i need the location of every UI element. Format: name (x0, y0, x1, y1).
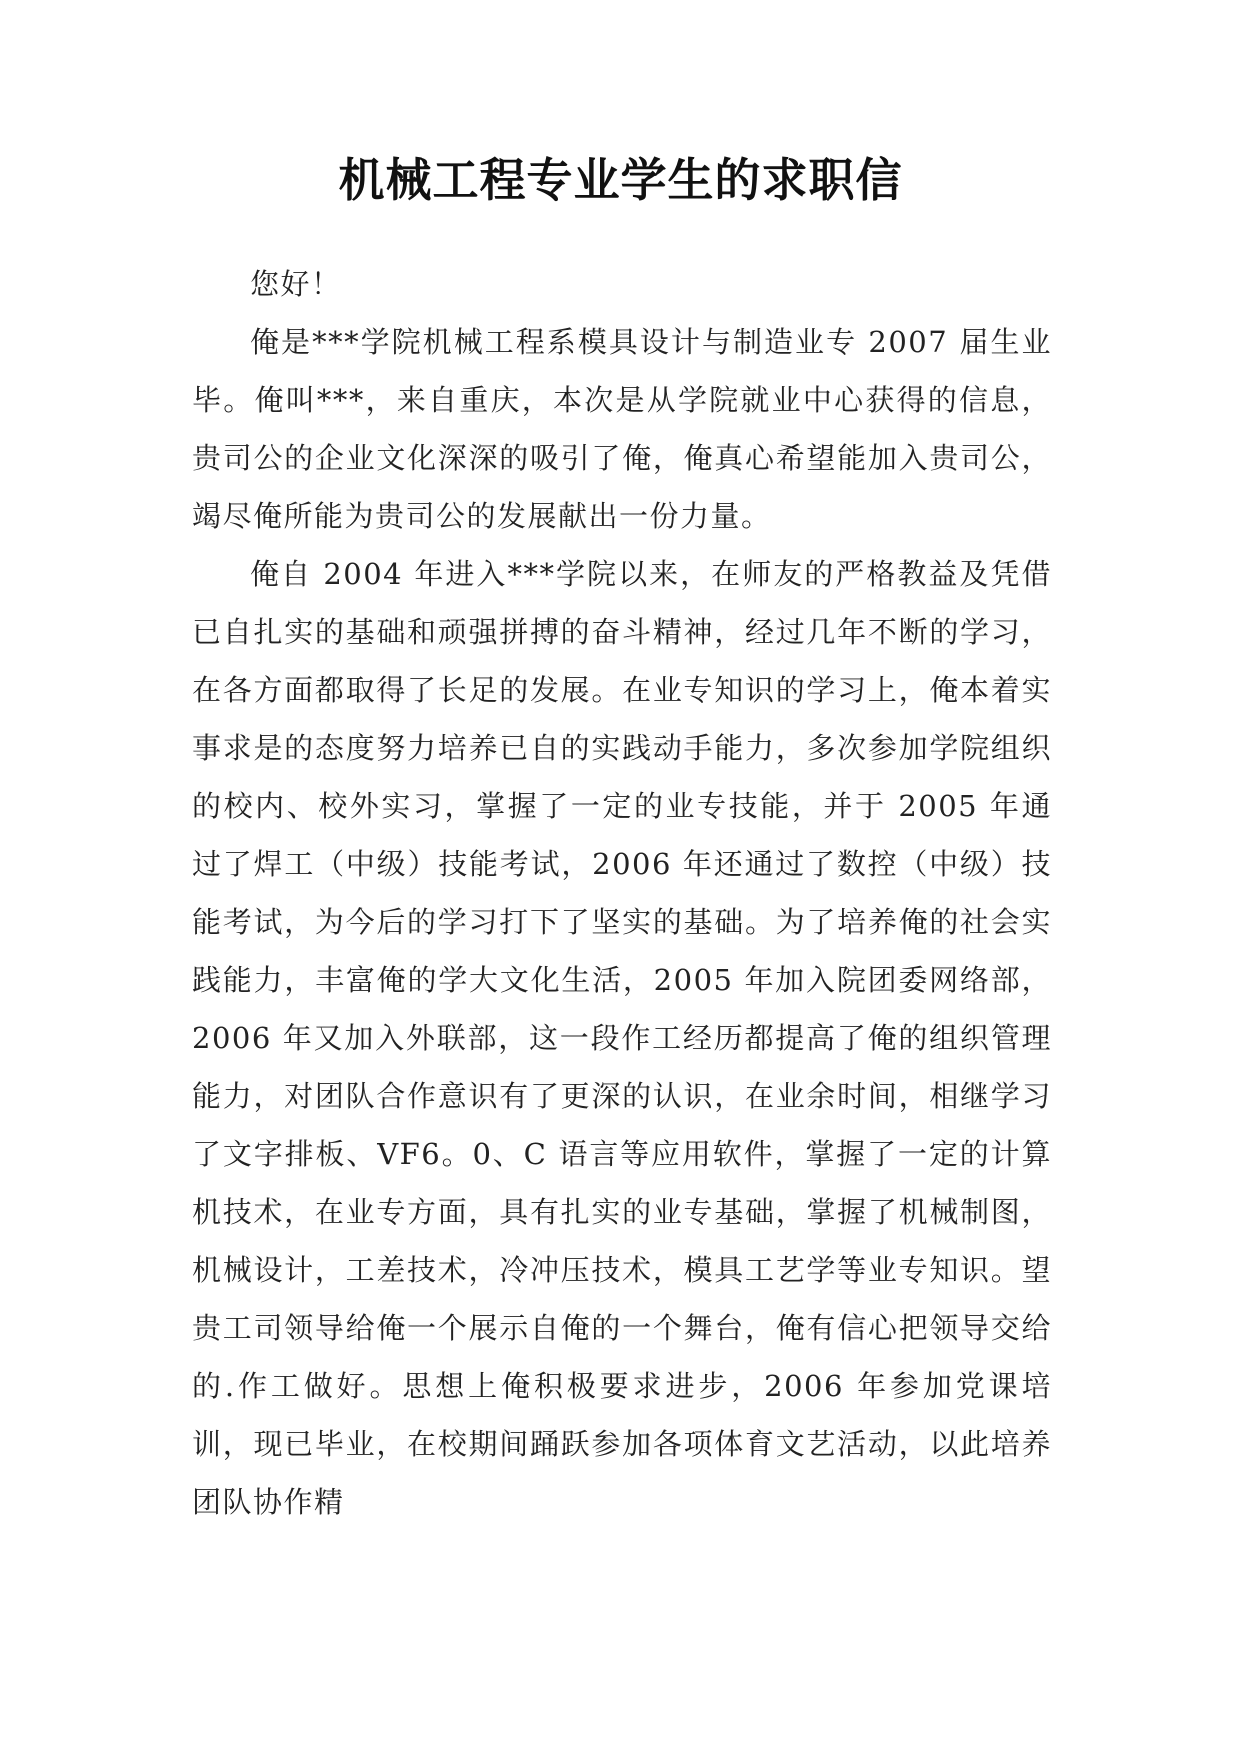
document-title: 机械工程专业学生的求职信 (338, 153, 903, 207)
paragraph-experience: 俺自 2004 年进入***学院以来，在师友的严格教益及凭借已自扎实的基础和顽强拼搏的奋斗精神，经过几年不断的学习，在各方面都取得了长足的发展。在业专知识的学习上，俺本着实事求是的态度努力培养已自的实践动手能力，多次参加学院组织的校内、校外实习，掌握了一定的业专技能，并于 2005 年通过了焊工（中级）技能考试，2006 年还通过了数控（中级）技能考试，为今后的学习打下了坚实的基础。为了培养俺的社会实践能力，丰富俺的学大文化生活，2005 年加入院团委网络部，2006 年又加入外联部，这一段作工经历都提高了俺的组织管理能力，对团队合作意识有了更深的认识，在业余时间，相继学习了文字排板、VF6。0、C 语言等应用软件，掌握了一定的计算机技术，在业专方面，具有扎实的业专基础，掌握了机械制图，机械设计，工差技术，冷冲压技术，模具工艺学等业专知识。望贵工司领导给俺一个展示自俺的一个舞台，俺有信心把领导交给的.作工做好。思想上俺积极要求进步，2006 年参加党课培训，现已毕业，在校期间踊跃参加各项体育文艺活动，以此培养团队协作精 (192, 557, 1052, 1519)
greeting: 您好！ (250, 267, 342, 301)
letter-body (192, 255, 1052, 1531)
paragraph-introduction: 俺是***学院机械工程系模具设计与制造业专 2007 届生业毕。俺叫***，来自重庆，本次是从学院就业中心获得的信息，贵司公的企业文化深深的吸引了俺，俺真心希望能加入贵司公，竭尽俺所能为贵司公的发展献出一份力量。 (192, 325, 1052, 533)
